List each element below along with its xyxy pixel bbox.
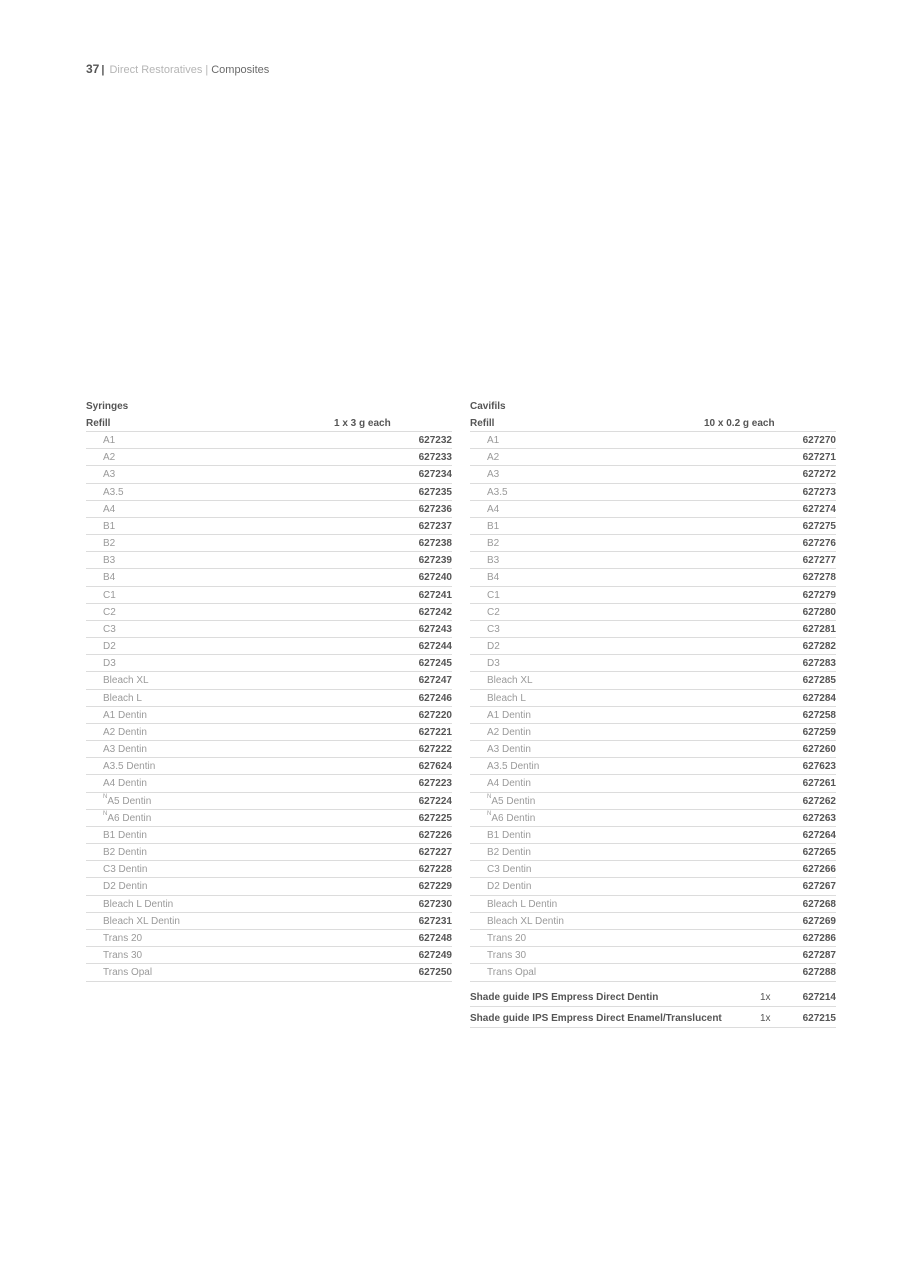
header-separator: | — [205, 64, 209, 76]
shade-label: A3.5 Dentin — [487, 761, 540, 773]
shade-name — [487, 569, 499, 586]
new-marker: N — [103, 811, 108, 818]
shade-name — [487, 690, 526, 707]
article-number: 627281 — [802, 623, 836, 635]
cavifils-table — [470, 398, 836, 1028]
article-number: 627220 — [418, 709, 452, 721]
table-row — [86, 552, 452, 569]
table-row — [470, 432, 836, 449]
shade-name — [487, 655, 500, 672]
table-row — [470, 707, 836, 724]
shade-label: A1 Dentin — [103, 709, 147, 721]
shade-name — [103, 913, 180, 930]
article-number: 627226 — [418, 829, 452, 841]
article-number: 627229 — [418, 881, 452, 893]
shade-label: Trans 20 — [487, 932, 527, 944]
shade-label: A4 Dentin — [103, 778, 147, 790]
shade-label: A5 Dentin — [491, 795, 536, 807]
shade-label: A1 — [103, 435, 116, 446]
shade-label: C2 — [103, 606, 116, 618]
shade-name — [103, 449, 115, 466]
shade-name — [487, 896, 557, 913]
shade-name — [487, 793, 535, 810]
shade-label: Bleach XL Dentin — [103, 915, 180, 927]
table-row — [86, 861, 452, 878]
new-marker: N — [103, 794, 108, 801]
shade-guide-quantity: 1x — [760, 991, 771, 1003]
shade-name — [103, 587, 116, 604]
new-marker: N — [487, 811, 492, 818]
article-number: 627240 — [418, 572, 452, 584]
shade-name — [487, 758, 539, 775]
shade-label: A3.5 Dentin — [103, 761, 156, 773]
shade-name — [103, 707, 147, 724]
table-row — [470, 690, 836, 707]
shade-label: D2 Dentin — [103, 881, 148, 893]
shade-label: Trans 30 — [487, 950, 527, 962]
shade-label: Trans 30 — [103, 950, 143, 962]
table-row — [470, 844, 836, 861]
article-number: 627262 — [802, 795, 836, 807]
syringes-quantity: 1 x 3 g each — [334, 418, 391, 429]
table-row — [470, 758, 836, 775]
article-number: 627243 — [418, 623, 452, 635]
table-row — [86, 587, 452, 604]
shade-name — [487, 484, 508, 501]
shade-label: B4 — [487, 572, 500, 584]
table-row — [86, 604, 452, 621]
cavifils-rows — [470, 432, 836, 982]
shade-label: D2 — [487, 641, 500, 653]
article-number: 627237 — [418, 520, 452, 532]
syringes-rows — [86, 432, 452, 982]
table-row — [86, 518, 452, 535]
shade-name — [487, 518, 499, 535]
article-number: 627245 — [418, 658, 452, 670]
shade-name — [487, 947, 526, 964]
shade-name — [487, 638, 500, 655]
table-row — [86, 741, 452, 758]
article-number: 627222 — [418, 744, 452, 756]
table-row — [470, 724, 836, 741]
shade-name — [487, 535, 499, 552]
table-row — [86, 535, 452, 552]
shade-label: A1 — [487, 435, 500, 446]
table-row — [470, 672, 836, 689]
table-row — [86, 930, 452, 947]
table-row — [86, 621, 452, 638]
shade-name — [487, 913, 564, 930]
chapter-title: Direct Restoratives — [109, 64, 203, 76]
shade-label: A3.5 — [487, 486, 508, 498]
shade-name — [487, 621, 500, 638]
shade-label: B1 Dentin — [487, 829, 531, 841]
shade-label: C2 — [487, 606, 500, 618]
shade-name — [103, 432, 115, 449]
article-number: 627279 — [802, 589, 836, 601]
article-number: 627623 — [802, 761, 836, 773]
article-number: 627261 — [802, 778, 836, 790]
shade-label: B4 — [103, 572, 116, 584]
table-row — [470, 913, 836, 930]
shade-name — [487, 810, 535, 827]
shade-label: A2 Dentin — [103, 726, 147, 738]
article-number: 627263 — [802, 812, 836, 824]
syringes-title: Syringes — [86, 401, 129, 412]
shade-label: A3.5 — [103, 486, 124, 498]
shade-label: D2 — [103, 641, 116, 653]
shade-label: Bleach L Dentin — [103, 898, 174, 910]
section-title: Composites — [211, 64, 270, 76]
article-number: 627241 — [418, 589, 452, 601]
table-row — [470, 810, 836, 827]
shade-label: Trans Opal — [487, 967, 537, 979]
table-row — [470, 604, 836, 621]
table-row — [470, 964, 836, 981]
shade-name — [487, 672, 533, 689]
article-number: 627215 — [802, 1012, 836, 1024]
shade-name — [103, 621, 116, 638]
header-divider: | — [101, 64, 105, 76]
shade-label: Bleach XL — [487, 675, 533, 687]
shade-name — [103, 964, 152, 981]
shade-label: B2 — [487, 538, 500, 550]
shade-label: A6 Dentin — [107, 812, 152, 824]
shade-label: A2 — [103, 452, 116, 464]
shade-name — [487, 878, 531, 895]
shade-name — [487, 449, 499, 466]
article-number: 627246 — [418, 692, 452, 704]
cavifils-quantity: 10 x 0.2 g each — [704, 418, 775, 429]
shade-label: C1 — [487, 589, 500, 601]
table-row — [86, 964, 452, 981]
shade-label: A4 Dentin — [487, 778, 531, 790]
shade-label: A3 — [487, 469, 500, 481]
shade-label: Bleach XL — [103, 675, 149, 687]
article-number: 627235 — [418, 486, 452, 498]
shade-name — [103, 655, 116, 672]
table-row — [86, 793, 452, 810]
article-number: 627275 — [802, 520, 836, 532]
article-number: 627269 — [802, 915, 836, 927]
table-row — [86, 432, 452, 449]
article-number: 627624 — [418, 761, 452, 773]
shade-name — [487, 775, 531, 792]
article-number: 627248 — [418, 932, 452, 944]
page-number: 37 — [86, 62, 100, 76]
table-row — [86, 775, 452, 792]
shade-name — [487, 844, 531, 861]
shade-name — [103, 569, 115, 586]
article-number: 627221 — [418, 726, 452, 738]
table-row — [86, 947, 452, 964]
table-row — [470, 552, 836, 569]
shade-name — [103, 793, 151, 810]
table-row — [86, 707, 452, 724]
shade-name — [103, 827, 147, 844]
article-number: 627258 — [802, 709, 836, 721]
article-number: 627227 — [418, 847, 452, 859]
shade-label: D3 — [103, 658, 116, 670]
cavifils-header-row — [470, 415, 836, 432]
shade-guides — [470, 986, 836, 1028]
article-number: 627277 — [802, 555, 836, 567]
table-row — [86, 672, 452, 689]
table-row — [470, 518, 836, 535]
article-number: 627249 — [418, 950, 452, 962]
article-number: 627274 — [802, 503, 836, 515]
shade-label: C3 Dentin — [487, 864, 532, 876]
shade-name — [103, 518, 115, 535]
refill-label: Refill — [470, 418, 495, 429]
shade-name — [103, 896, 173, 913]
shade-label: A2 — [487, 452, 500, 464]
shade-label: Trans 20 — [103, 932, 143, 944]
article-number: 627268 — [802, 898, 836, 910]
shade-name — [103, 930, 142, 947]
shade-name — [487, 861, 531, 878]
article-number: 627239 — [418, 555, 452, 567]
shade-label: A1 Dentin — [487, 709, 531, 721]
shade-label: A3 Dentin — [487, 744, 531, 756]
table-row — [86, 501, 452, 518]
article-number: 627214 — [802, 991, 836, 1003]
shade-label: B2 Dentin — [103, 847, 147, 859]
shade-name — [103, 775, 147, 792]
article-number: 627265 — [802, 847, 836, 859]
table-row — [470, 741, 836, 758]
table-row — [86, 655, 452, 672]
article-number: 627283 — [802, 658, 836, 670]
article-number: 627230 — [418, 898, 452, 910]
shade-name — [487, 724, 531, 741]
table-row — [470, 638, 836, 655]
shade-label: C3 Dentin — [103, 864, 148, 876]
shade-label: C3 — [103, 623, 116, 635]
table-row — [86, 638, 452, 655]
article-number: 627278 — [802, 572, 836, 584]
article-number: 627273 — [802, 486, 836, 498]
shade-name — [103, 810, 151, 827]
shade-name — [103, 844, 147, 861]
shade-label: A4 — [103, 503, 116, 515]
article-number: 627259 — [802, 726, 836, 738]
table-row — [86, 466, 452, 483]
article-number: 627223 — [418, 778, 452, 790]
shade-name — [103, 638, 116, 655]
shade-label: A5 Dentin — [107, 795, 152, 807]
shade-name — [103, 724, 147, 741]
shade-label: B2 — [103, 538, 116, 550]
article-number: 627266 — [802, 864, 836, 876]
article-number: 627233 — [418, 452, 452, 464]
article-number: 627285 — [802, 675, 836, 687]
shade-name — [103, 552, 115, 569]
article-number: 627270 — [802, 435, 836, 446]
shade-name — [103, 484, 124, 501]
article-number: 627224 — [418, 795, 452, 807]
table-row — [470, 827, 836, 844]
shade-guide-quantity: 1x — [760, 1012, 771, 1024]
table-row — [86, 569, 452, 586]
article-number: 627228 — [418, 864, 452, 876]
article-number: 627284 — [802, 692, 836, 704]
table-row — [470, 449, 836, 466]
article-number: 627232 — [418, 435, 452, 446]
article-number: 627288 — [802, 967, 836, 979]
article-number: 627231 — [418, 915, 452, 927]
shade-name — [487, 964, 536, 981]
shade-name — [487, 432, 499, 449]
shade-name — [103, 878, 147, 895]
article-number: 627247 — [418, 675, 452, 687]
table-row — [470, 587, 836, 604]
table-row — [470, 655, 836, 672]
shade-name — [103, 741, 147, 758]
article-number: 627242 — [418, 606, 452, 618]
shade-label: A2 Dentin — [487, 726, 531, 738]
shade-name — [103, 690, 142, 707]
table-row — [86, 724, 452, 741]
article-number: 627280 — [802, 606, 836, 618]
shade-name — [487, 587, 500, 604]
article-number: 627286 — [802, 932, 836, 944]
table-row — [86, 827, 452, 844]
shade-label: B1 Dentin — [103, 829, 147, 841]
shade-name — [487, 707, 531, 724]
table-row — [470, 861, 836, 878]
table-row — [86, 810, 452, 827]
table-row — [470, 466, 836, 483]
syringes-table — [86, 398, 452, 982]
shade-label: A6 Dentin — [491, 812, 536, 824]
shade-label: B3 — [103, 555, 116, 567]
article-number: 627287 — [802, 950, 836, 962]
shade-name — [487, 930, 526, 947]
shade-name — [103, 501, 115, 518]
table-row — [86, 758, 452, 775]
shade-label: A3 — [103, 469, 116, 481]
article-number: 627236 — [418, 503, 452, 515]
shade-name — [103, 466, 115, 483]
shade-name — [487, 827, 531, 844]
shade-label: D2 Dentin — [487, 881, 532, 893]
shade-label: Bleach L — [487, 692, 526, 704]
refill-label: Refill — [86, 418, 111, 429]
article-number: 627267 — [802, 881, 836, 893]
shade-name — [103, 758, 155, 775]
shade-label: Bleach L — [103, 692, 142, 704]
table-row — [470, 793, 836, 810]
shade-label: Trans Opal — [103, 967, 153, 979]
shade-name — [103, 672, 149, 689]
article-number: 627250 — [418, 967, 452, 979]
table-row — [470, 484, 836, 501]
article-number: 627271 — [802, 452, 836, 464]
article-number: 627282 — [802, 641, 836, 653]
shade-name — [103, 535, 115, 552]
table-row — [86, 896, 452, 913]
article-number: 627264 — [802, 829, 836, 841]
article-number: 627234 — [418, 469, 452, 481]
shade-guide-row — [470, 986, 836, 1007]
table-row — [86, 844, 452, 861]
table-row — [86, 484, 452, 501]
table-row — [470, 501, 836, 518]
shade-guide-label: Shade guide IPS Empress Direct Dentin — [470, 991, 659, 1003]
article-number: 627260 — [802, 744, 836, 756]
shade-label: C1 — [103, 589, 116, 601]
new-marker: N — [487, 794, 492, 801]
article-number: 627244 — [418, 641, 452, 653]
cavifils-title: Cavifils — [470, 401, 506, 412]
shade-label: D3 — [487, 658, 500, 670]
shade-name — [103, 604, 116, 621]
shade-label: B1 — [103, 520, 116, 532]
table-row — [470, 947, 836, 964]
shade-label: Bleach XL Dentin — [487, 915, 564, 927]
table-row — [86, 690, 452, 707]
shade-label: B1 — [487, 520, 500, 532]
shade-label: Bleach L Dentin — [487, 898, 558, 910]
table-row — [470, 930, 836, 947]
page-header — [86, 62, 269, 76]
shade-guide-row — [470, 1007, 836, 1028]
shade-label: A4 — [487, 503, 500, 515]
table-row — [470, 535, 836, 552]
shade-name — [487, 466, 499, 483]
article-number: 627225 — [418, 812, 452, 824]
shade-name — [487, 741, 531, 758]
shade-name — [487, 604, 500, 621]
shade-label: B2 Dentin — [487, 847, 531, 859]
table-row — [470, 775, 836, 792]
table-row — [86, 913, 452, 930]
shade-name — [487, 501, 499, 518]
article-number: 627272 — [802, 469, 836, 481]
table-row — [470, 569, 836, 586]
table-row — [470, 896, 836, 913]
article-number: 627276 — [802, 538, 836, 550]
shade-guide-label: Shade guide IPS Empress Direct Enamel/Translucent — [470, 1012, 722, 1024]
shade-name — [487, 552, 499, 569]
table-row — [86, 449, 452, 466]
shade-label: C3 — [487, 623, 500, 635]
table-row — [470, 878, 836, 895]
shade-label: A3 Dentin — [103, 744, 147, 756]
shade-label: B3 — [487, 555, 500, 567]
shade-name — [103, 947, 142, 964]
table-row — [470, 621, 836, 638]
syringes-header-row — [86, 415, 452, 432]
shade-name — [103, 861, 147, 878]
article-number: 627238 — [418, 538, 452, 550]
table-row — [86, 878, 452, 895]
